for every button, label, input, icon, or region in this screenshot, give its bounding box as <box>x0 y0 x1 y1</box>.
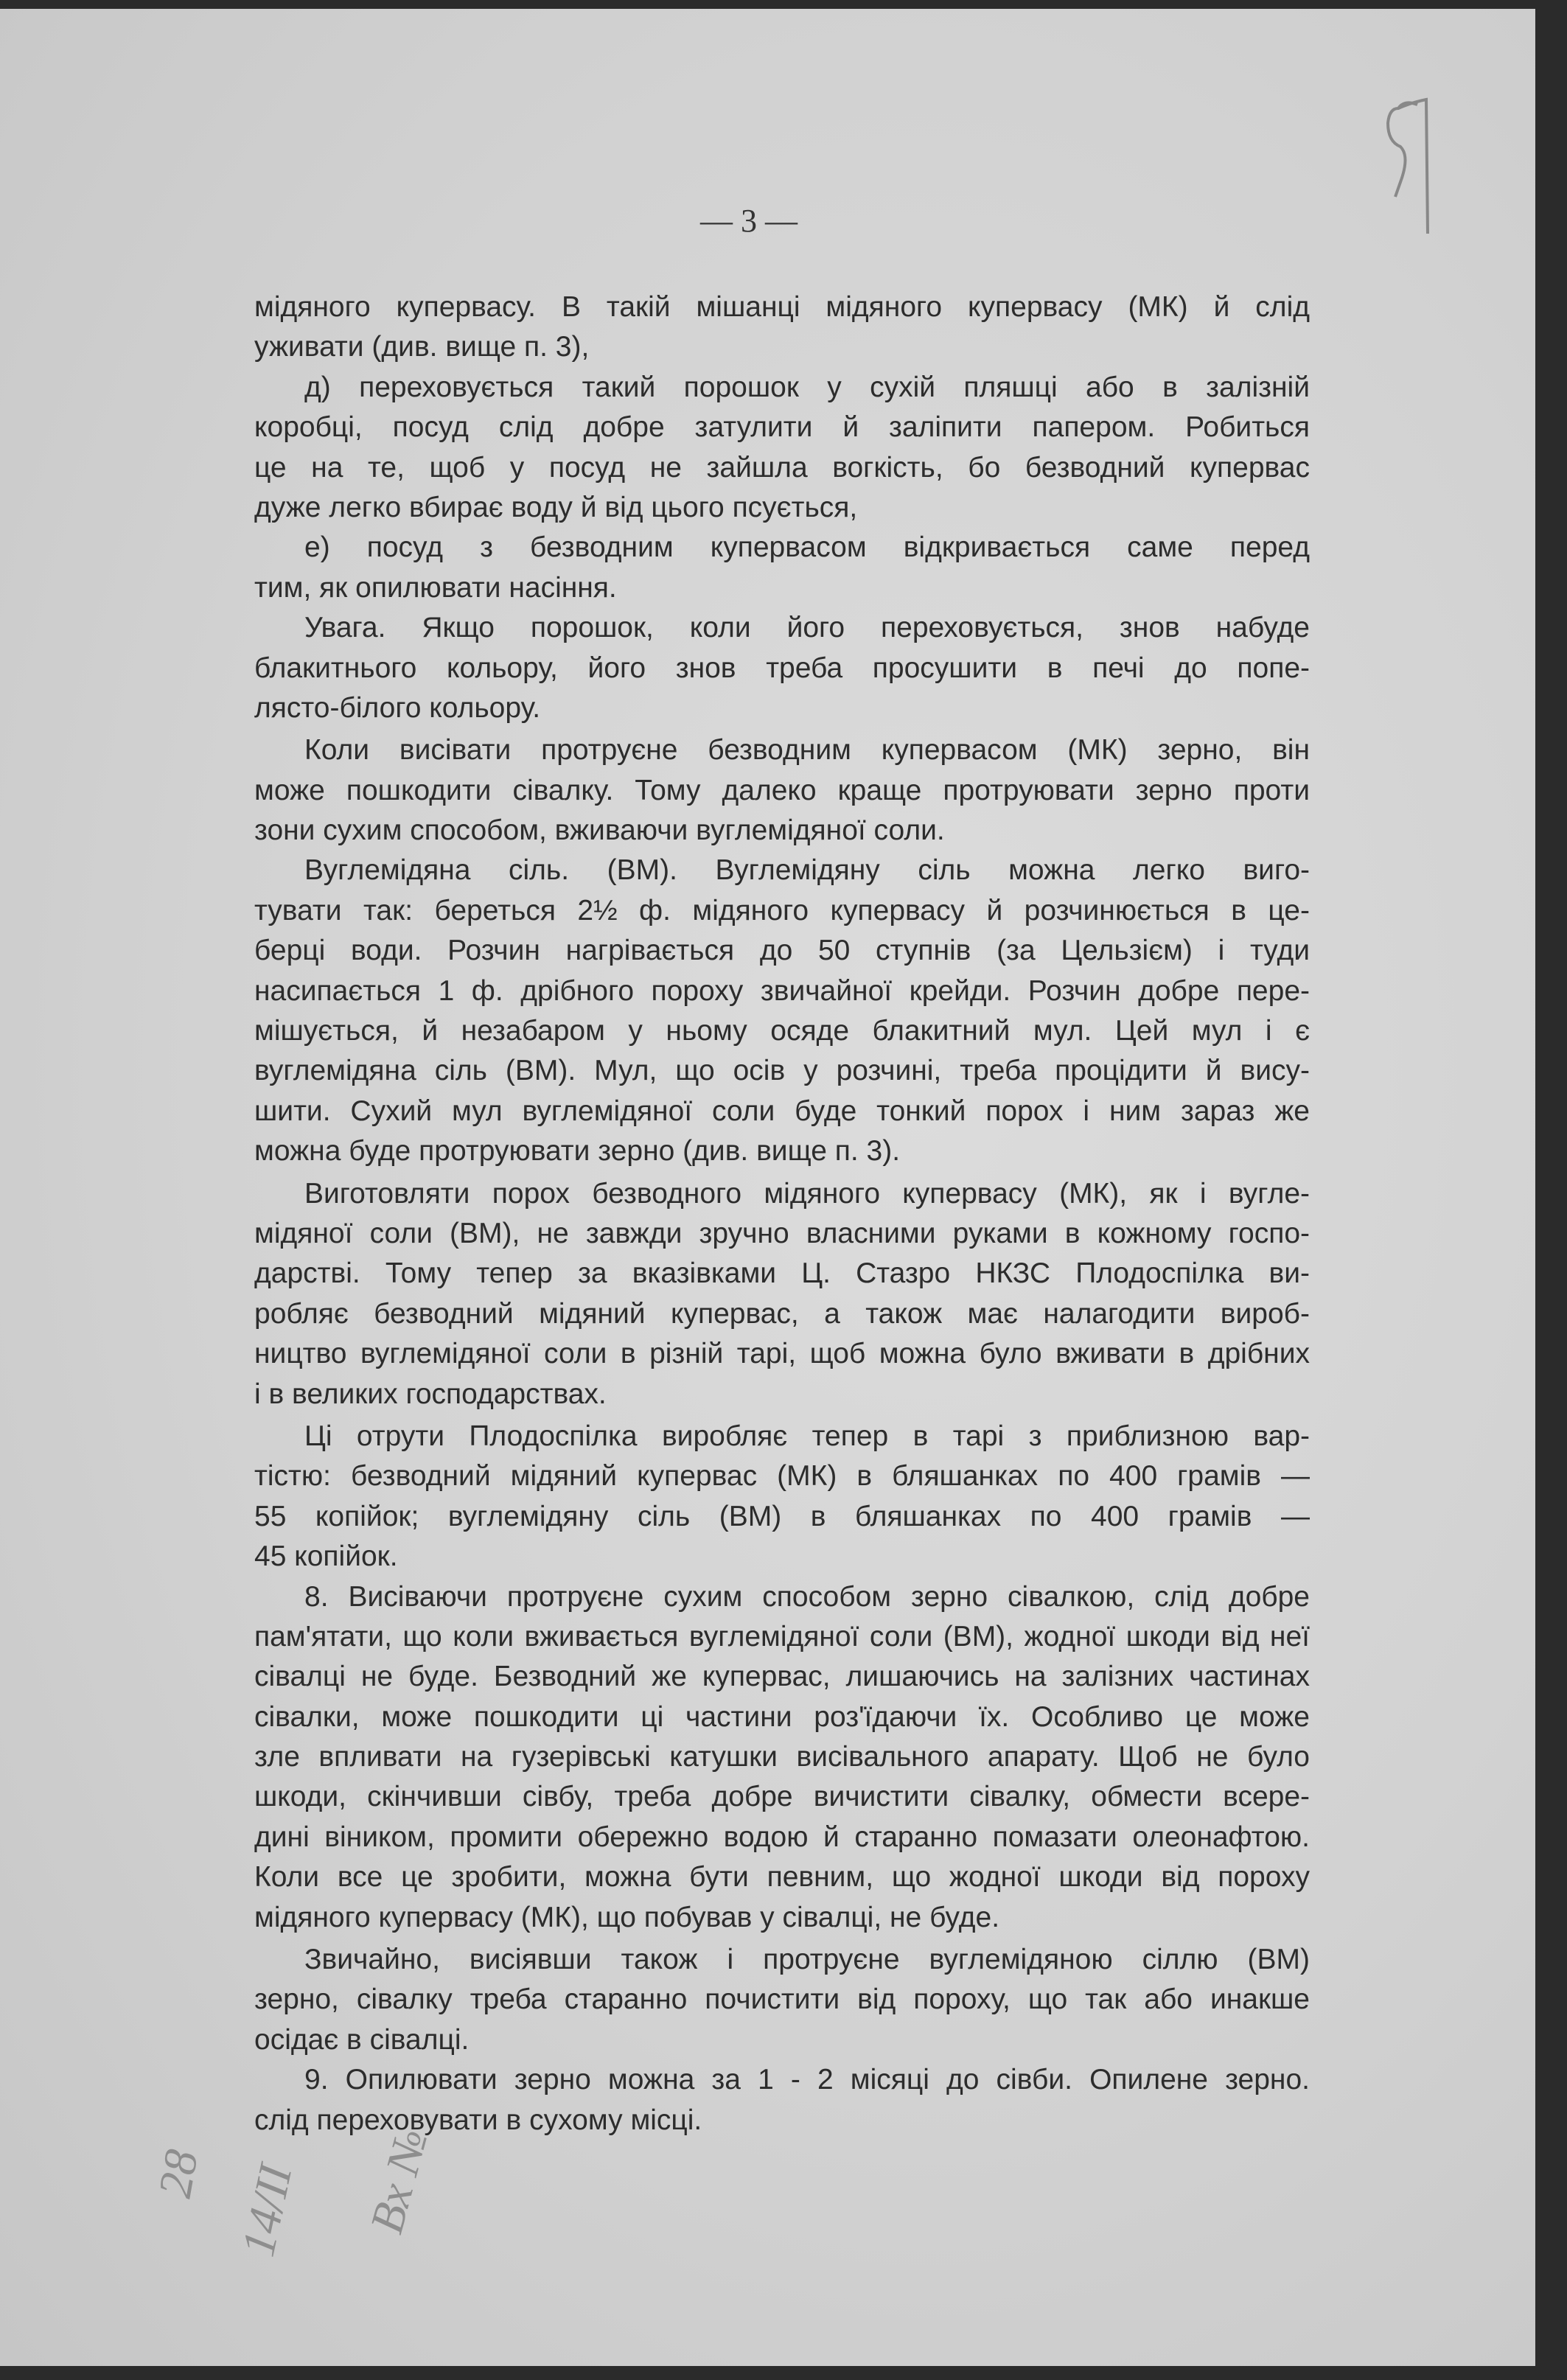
text-line: мідяної соли (ВМ), не завжди зручно власними руками в кожному госпо- <box>254 1217 1310 1249</box>
text-line: зони сухим способом, вживаючи вуглемідяної соли. <box>254 814 945 847</box>
text-line: Коли висівати протруєне безводним купервасом (МК) зерно, він <box>304 734 1310 767</box>
pencil-note-date-year: 28 <box>147 2146 209 2202</box>
text-line: тим, як опилювати насіння. <box>254 571 617 604</box>
text-line: шити. Сухий мул вуглемідяної соли буде тонкий порох і ним зараз же <box>254 1095 1310 1127</box>
text-line: пам'ятати, що коли вживається вуглемідяної соли (ВМ), жодної шкоди від неї <box>254 1620 1310 1653</box>
text-line: шкоди, скінчивши сівбу, треба добре вичистити сівалку, обмести всере- <box>254 1781 1310 1813</box>
text-line: берці води. Розчин нагрівається до 50 ступнів (за Цельзієм) і туди <box>254 935 1310 967</box>
text-line: робляє безводний мідяний купервас, а також має налагодити вироб- <box>254 1297 1310 1330</box>
text-line: блакитнього кольору, його знов треба просушити в печі до попе- <box>254 652 1310 684</box>
text-line: зле впливати на гузерівські катушки висівального апарату. Щоб не було <box>254 1741 1310 1773</box>
text-line: зерно, сівалку треба старанно почистити від пороху, що так або инакше <box>254 1983 1310 2016</box>
text-line: Ці отрути Плодоспілка виробляє тепер в тарі з приблизною вар- <box>304 1420 1310 1452</box>
text-line: осідає в сівалці. <box>254 2023 470 2056</box>
text-line: ництво вуглемідяної соли в різній тарі, щоб можна було вживати в дрібних <box>254 1338 1310 1370</box>
text-line: е) посуд з безводним купервасом відкривається саме перед <box>304 531 1310 564</box>
text-line: сівалки, може пошкодити ці частини роз'їдаючи їх. Особливо це може <box>254 1700 1310 1733</box>
text-line: слід переховувати в сухому місці. <box>254 2104 702 2136</box>
text-line: дарстві. Тому тепер за вказівками Ц. Стазро НКЗС Плодоспілка ви- <box>254 1257 1310 1290</box>
text-line: коробці, посуд слід добре затулити й заліпити папером. Робиться <box>254 411 1310 444</box>
text-line: 9. Опилювати зерно можна за 1 - 2 місяці до сівби. Опилене зерно. <box>304 2064 1310 2096</box>
text-line: тувати так: береться 2½ ф. мідяного купервасу й розчинюється в це- <box>254 894 1310 926</box>
text-line: може пошкодити сівалку. Тому далеко краще протруювати зерно проти <box>254 774 1310 806</box>
text-line: можна буде протруювати зерно (див. вище п. 3). <box>254 1135 901 1168</box>
text-line: уживати (див. вище п. 3), <box>254 331 590 363</box>
text-line: дуже легко вбирає воду й від цього псується, <box>254 491 858 523</box>
body-text <box>254 287 1310 2140</box>
text-line: це на те, щоб у посуд не зайшла вогкість, бо безводний купервас <box>254 451 1310 484</box>
text-line: 45 копійок. <box>254 1540 398 1573</box>
text-line: мідяного купервасу. В такій мішанці мідяного купервасу (МК) й слід <box>254 291 1310 323</box>
text-line: мішується, й незабаром у ньому осяде блакитний мул. Цей мул і є <box>254 1015 1310 1047</box>
text-line: Коли все це зробити, можна бути певним, що жодної шкоди від пороху <box>254 1861 1310 1894</box>
text-line: Увага. Якщо порошок, коли його переховується, знов набуде <box>304 612 1310 644</box>
handwritten-folio-number <box>1367 86 1456 234</box>
text-line: вуглемідяна сіль (ВМ). Мул, що осів у розчині, треба процідити й вису- <box>254 1055 1310 1087</box>
text-line: Звичайно, висіявши також і протруєне вуглемідяною сіллю (ВМ) <box>304 1944 1310 1976</box>
text-line: Вуглемідяна сіль. (ВМ). Вуглемідяну сіль можна легко виго- <box>304 854 1310 887</box>
text-line: насипається 1 ф. дрібного пороху звичайної крейди. Розчин добре пере- <box>254 974 1310 1007</box>
document-page <box>0 9 1535 2366</box>
text-line: і в великих господарствах. <box>254 1378 607 1410</box>
pencil-note-date: 14/II <box>231 2160 302 2261</box>
text-line: 8. Висіваючи протруєне сухим способом зерно сівалкою, слід добре <box>304 1580 1310 1613</box>
page-number: — 3 — <box>700 203 798 239</box>
text-line: тістю: безводний мідяний купервас (МК) в бляшанках по 400 грамів — <box>254 1460 1310 1493</box>
text-line: 55 копійок; вуглемідяну сіль (ВМ) в бляшанках по 400 грамів — <box>254 1500 1310 1532</box>
text-line: Виготовляти порох безводного мідяного купервасу (МК), як і вугле- <box>304 1177 1310 1210</box>
text-line: д) переховується такий порошок у сухій пляшці або в залізній <box>304 371 1310 403</box>
text-line: лясто-білого кольору. <box>254 691 541 724</box>
pencil-note-incoming: Вх № <box>360 2123 438 2239</box>
text-line: сівалці не буде. Безводний же купервас, лишаючись на залізних частинах <box>254 1661 1310 1693</box>
text-line: мідяного купервасу (МК), що побував у сівалці, не буде. <box>254 1901 1000 1933</box>
text-line: дині віником, промити обережно водою й старанно помазати олеонафтою. <box>254 1821 1310 1853</box>
